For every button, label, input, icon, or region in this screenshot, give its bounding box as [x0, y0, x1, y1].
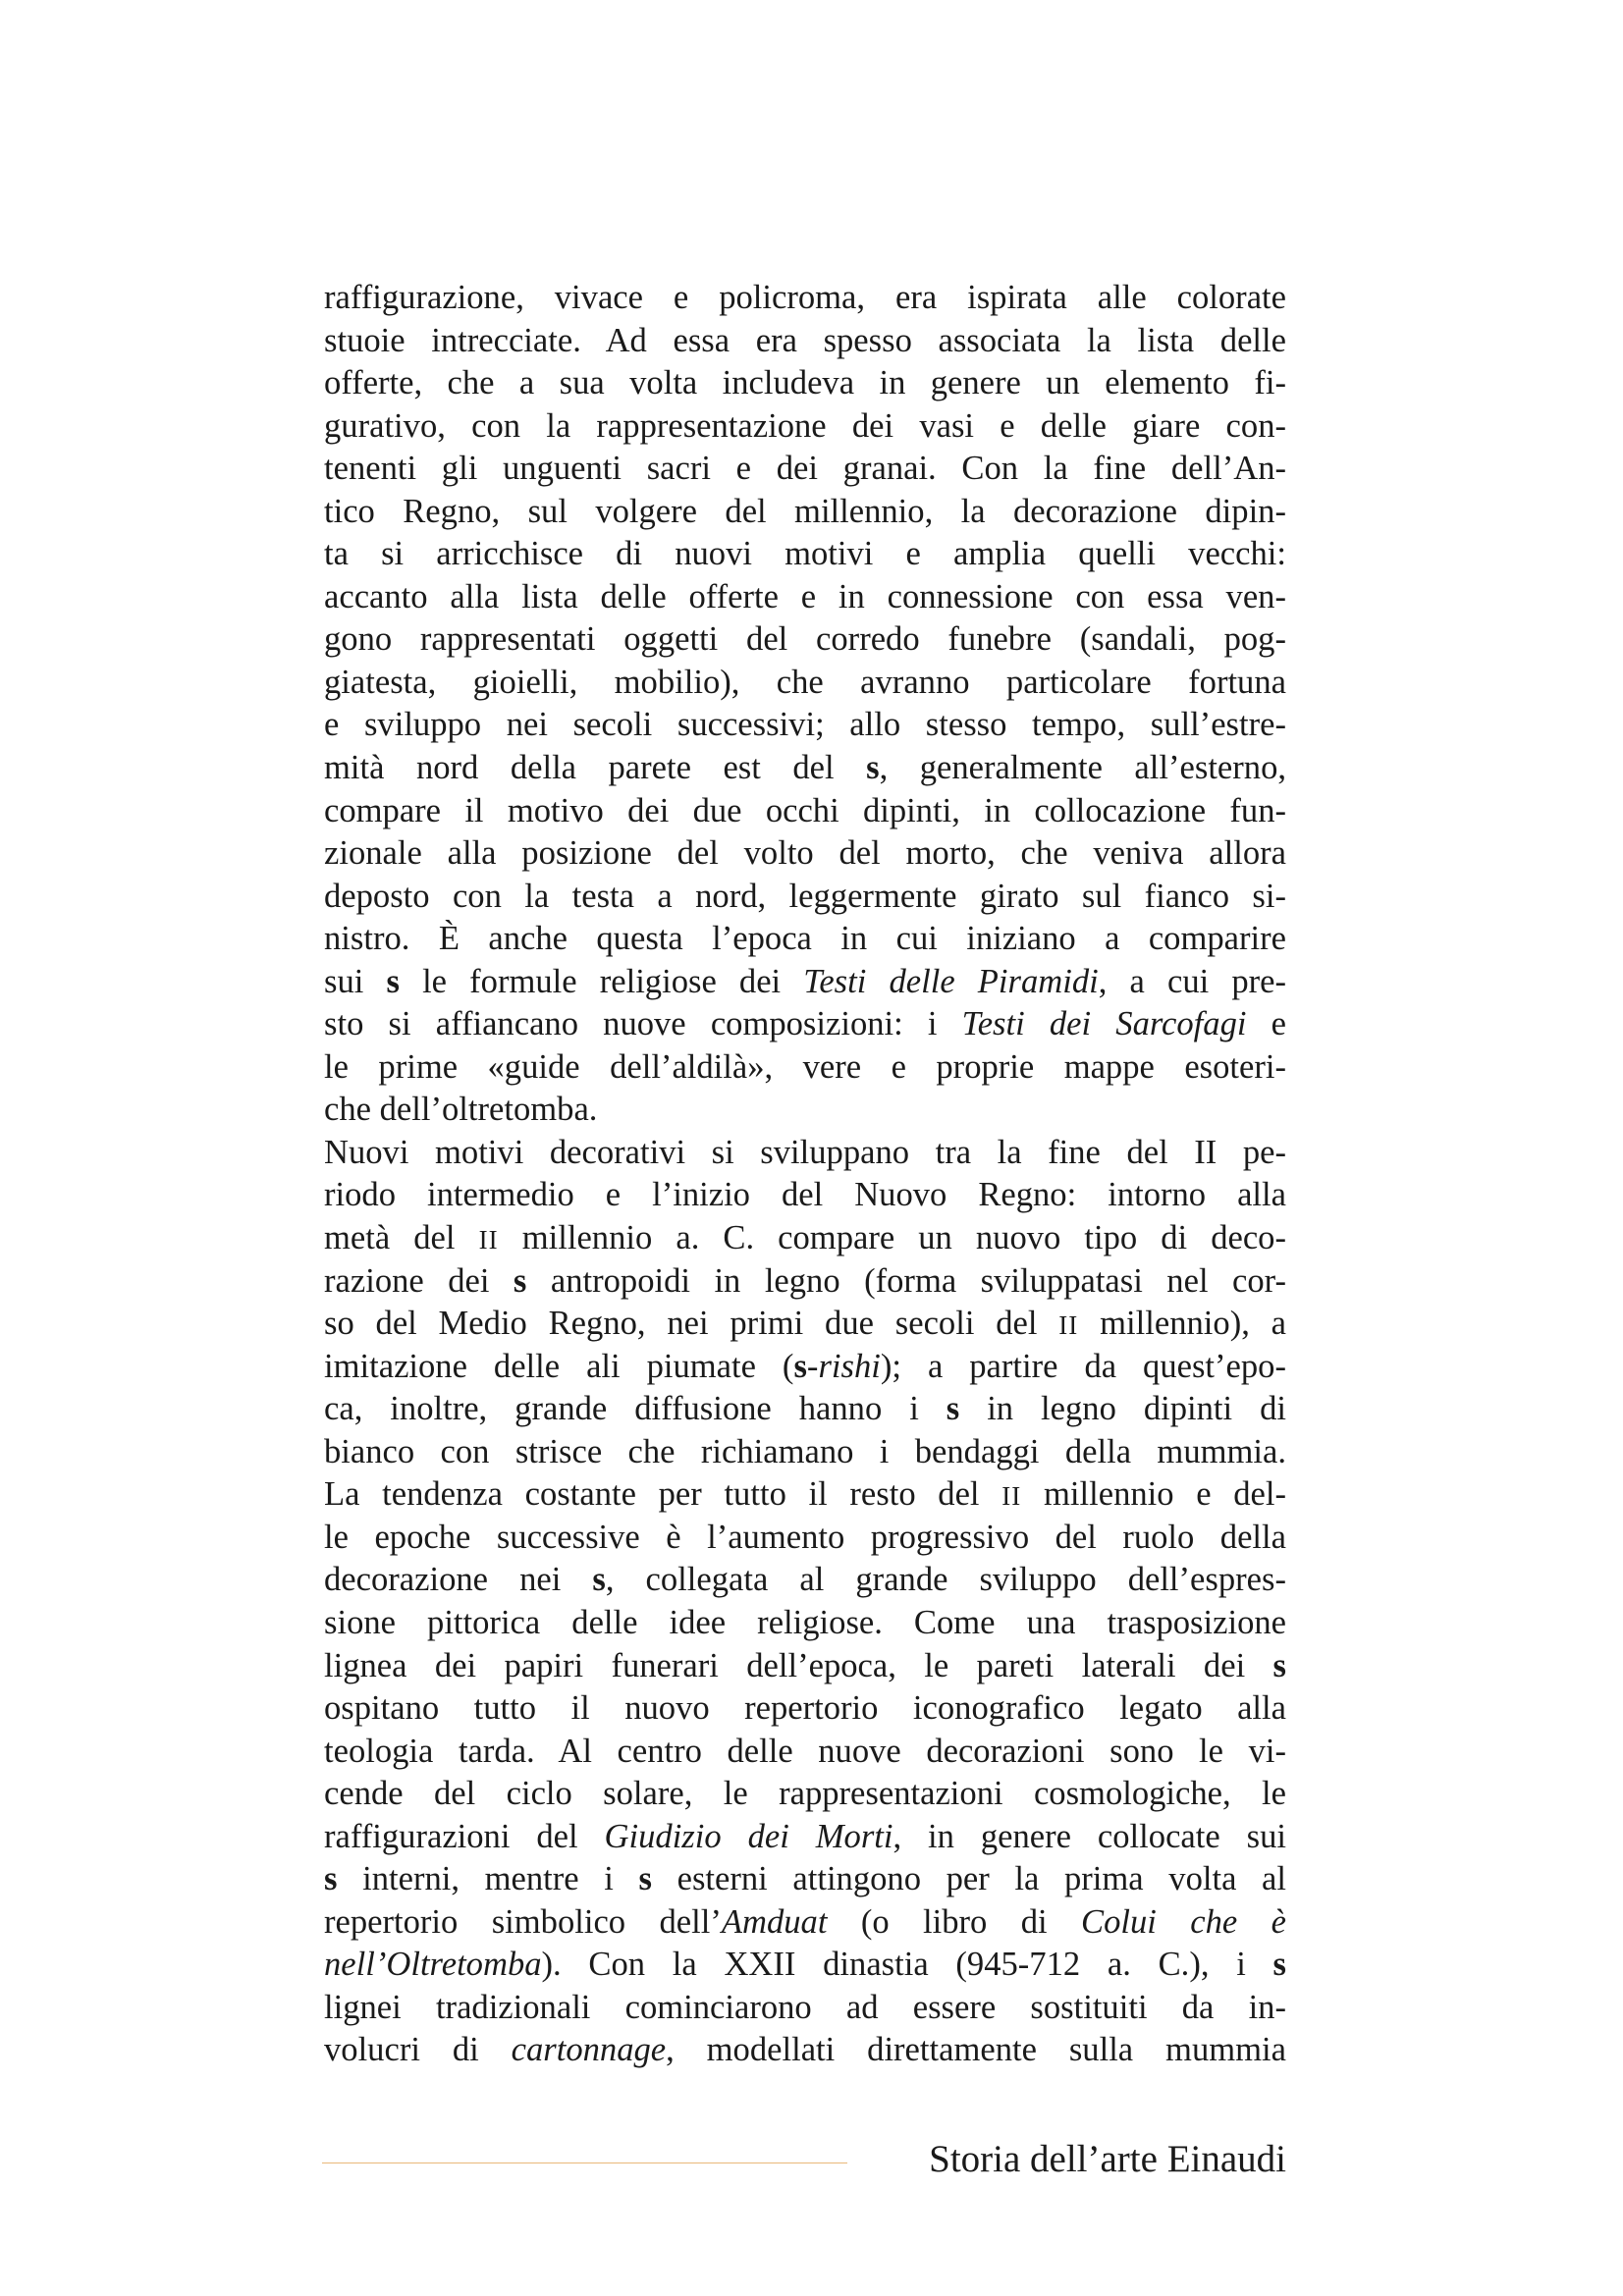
text-line: metà del II millennio a. C. compare un nuovo tipo di deco- [324, 1219, 1286, 1257]
text-line: teologia tarda. Al centro delle nuove decorazioni sono le vi- [324, 1732, 1286, 1770]
bold-abbrev: s [1272, 1646, 1286, 1684]
text-line: mità nord della parete est del s, generalmente all’esterno, [324, 749, 1287, 787]
italic-term: cartonnage [511, 2031, 667, 2069]
text-line: s interni, mentre i s esterni attingono per la prima volta al [324, 1860, 1286, 1898]
footer-publisher-label: Storia dell’arte Einaudi [929, 2138, 1286, 2180]
text-line: riodo intermedio e l’inizio del Nuovo Regno: intorno alla [324, 1176, 1286, 1214]
text-line: accanto alla lista delle offerte e in connessione con essa ven- [324, 577, 1286, 615]
text-line: sto si affiancano nuove composizioni: i Testi dei Sarcofagi e [324, 1005, 1286, 1043]
bold-abbrev: s [324, 1860, 338, 1898]
text-line: razione dei s antropoidi in legno (forma sviluppatasi nel cor- [324, 1261, 1286, 1300]
text-line: nistro. È anche questa l’epoca in cui iniziano a comparire [324, 920, 1286, 958]
italic-title: Testi dei Sarcofagi [961, 1005, 1247, 1043]
text-line: gurativo, con la rappresentazione dei vasi e delle giare con- [324, 406, 1286, 445]
text-line: La tendenza costante per tutto il resto del II millennio e del- [324, 1475, 1286, 1514]
text-line: compare il motivo dei due occhi dipinti, in collocazione fun- [324, 791, 1286, 829]
text-line: tenenti gli unguenti sacri e dei granai. Con la fine dell’An- [324, 450, 1286, 488]
text-line: imitazione delle ali piumate (s-rishi); a partire da quest’epo- [324, 1347, 1286, 1385]
bold-abbrev: s [513, 1261, 527, 1300]
text-line: ospitano tutto il nuovo repertorio iconografico legato alla [324, 1689, 1286, 1728]
bold-abbrev: s [793, 1347, 807, 1385]
text-line: le prime «guide dell’aldilà», vere e proprie mappe esoteri- [324, 1047, 1286, 1086]
text-line: le epoche successive è l’aumento progressivo del ruolo della [324, 1518, 1286, 1556]
text-line: lignei tradizionali cominciarono ad essere sostituiti da in- [324, 1988, 1286, 2026]
body-text [324, 277, 1286, 2072]
text-line: che dell’oltretomba. [324, 1091, 598, 1129]
bold-abbrev: s [638, 1860, 652, 1898]
small-caps-numeral: II [478, 1225, 499, 1255]
text-line: gono rappresentati oggetti del corredo funebre (sandali, pog- [324, 620, 1286, 659]
italic-title: nell’Oltretomba [324, 1946, 542, 1984]
text-line: e sviluppo nei secoli successivi; allo stesso tempo, sull’estre- [324, 706, 1286, 744]
text-line: cende del ciclo solare, le rappresentazioni cosmologiche, le [324, 1775, 1286, 1813]
text-line: zionale alla posizione del volto del morto, che veniva allora [324, 834, 1286, 873]
text-line: stuoie intrecciate. Ad essa era spesso associata la lista delle [324, 321, 1286, 359]
text-line: ta si arricchisce di nuovi motivi e amplia quelli vecchi: [324, 535, 1286, 573]
italic-title: Colui che è [1081, 1902, 1286, 1941]
bold-abbrev: s [1272, 1946, 1286, 1984]
text-line: sui s le formule religiose dei Testi delle Piramidi, a cui pre- [324, 962, 1287, 1000]
text-line: lignea dei papiri funerari dell’epoca, le pareti laterali dei s [324, 1646, 1286, 1684]
text-line: giatesta, gioielli, mobilio), che avranno particolare fortuna [324, 663, 1286, 701]
text-line: bianco con strisce che richiamano i bendaggi della mummia. [324, 1432, 1286, 1470]
bold-abbrev: s [866, 749, 880, 787]
text-line: tico Regno, sul volgere del millennio, la decorazione dipin- [324, 492, 1286, 530]
text-line: offerte, che a sua volta includeva in genere un elemento fi- [324, 364, 1286, 402]
text-line: nell’Oltretomba). Con la XXII dinastia (945-712 a. C.), i s [324, 1946, 1286, 1984]
bold-abbrev: s [592, 1561, 606, 1599]
text-line: repertorio simbolico dell’Amduat (o libro di Colui che è [324, 1902, 1286, 1941]
bold-abbrev: s [386, 962, 400, 1000]
text-line: raffigurazioni del Giudizio dei Morti, in genere collocate sui [324, 1817, 1286, 1855]
text-line: deposto con la testa a nord, leggermente girato sul fianco si- [324, 877, 1286, 915]
small-caps-numeral: II [1001, 1481, 1022, 1512]
text-line: so del Medio Regno, nei primi due secoli del II millennio), a [324, 1305, 1286, 1343]
italic-term: rishi [818, 1347, 881, 1385]
text-line: decorazione nei s, collegata al grande sviluppo dell’espres- [324, 1561, 1286, 1599]
italic-title: Giudizio dei Morti [604, 1817, 893, 1855]
small-caps-numeral: II [1058, 1310, 1079, 1341]
italic-title: Amduat [721, 1902, 828, 1941]
text-line: raffigurazione, vivace e policroma, era ispirata alle colorate [324, 279, 1286, 316]
italic-title: Testi delle Piramidi [803, 962, 1099, 1000]
text-line: sione pittorica delle idee religiose. Come una trasposizione [324, 1603, 1286, 1641]
bold-abbrev: s [946, 1390, 960, 1428]
text-line: volucri di cartonnage, modellati direttamente sulla mummia [324, 2031, 1286, 2069]
text-line: Nuovi motivi decorativi si sviluppano tra la fine del II pe- [324, 1133, 1286, 1171]
text-line: ca, inoltre, grande diffusione hanno i s in legno dipinti di [324, 1390, 1286, 1428]
